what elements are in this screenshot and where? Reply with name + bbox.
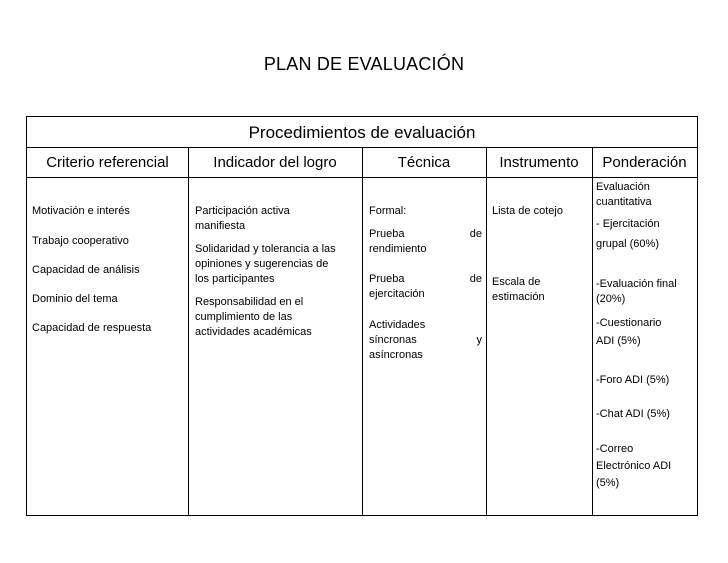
ponderacion-line: -Evaluación final	[596, 278, 677, 290]
tecnica-line	[369, 272, 482, 287]
ponderacion-line: Evaluación	[596, 181, 650, 193]
tecnica-line: ejercitación	[369, 288, 425, 300]
tecnica-line: Formal:	[369, 205, 407, 217]
tecnica-word: síncronas	[369, 334, 417, 346]
indicador-line: Solidaridad y tolerancia a las	[195, 243, 336, 255]
criterio-item: Dominio del tema	[32, 293, 118, 305]
criterio-item: Capacidad de análisis	[32, 264, 140, 276]
divider	[592, 148, 593, 515]
indicador-line: Responsabilidad en el	[195, 296, 304, 308]
criterio-item: Capacidad de respuesta	[32, 322, 152, 334]
indicador-line: opiniones y sugerencias de	[195, 258, 329, 270]
divider	[362, 148, 363, 515]
indicador-line: los participantes	[195, 273, 275, 285]
tecnica-word: Prueba	[369, 273, 405, 285]
ponderacion-line: -Cuestionario	[596, 317, 662, 329]
col-ponderacion: Ponderación	[592, 148, 697, 178]
tecnica-word: y	[476, 334, 482, 346]
indicador-line: cumplimiento de las	[195, 311, 293, 323]
tecnica-line: Actividades	[369, 319, 426, 331]
ponderacion-line: -Correo	[596, 443, 634, 455]
divider	[486, 148, 487, 515]
indicador-line: manifiesta	[195, 220, 246, 232]
tecnica-line: rendimiento	[369, 243, 427, 255]
ponderacion-line: cuantitativa	[596, 196, 652, 208]
page-title: PLAN DE EVALUACIÓN	[263, 54, 465, 74]
col-tecnica: Técnica	[362, 148, 486, 178]
procedures-header: Procedimientos de evaluación	[27, 117, 697, 148]
col-instrumento: Instrumento	[486, 148, 592, 178]
indicador-line: actividades académicas	[195, 326, 312, 338]
tecnica-word: de	[469, 273, 482, 285]
criterio-item: Trabajo cooperativo	[32, 235, 129, 247]
col-criterio: Criterio referencial	[27, 148, 188, 178]
tecnica-line: asíncronas	[369, 349, 423, 361]
divider	[188, 148, 189, 515]
col-indicador: Indicador del logro	[188, 148, 362, 178]
tecnica-line	[369, 227, 482, 242]
ponderacion-line: (20%)	[596, 293, 626, 305]
ponderacion-line: (5%)	[596, 477, 620, 489]
ponderacion-line: -Foro ADI (5%)	[596, 374, 670, 386]
instrumento-line: Escala de	[492, 276, 541, 288]
ponderacion-line: Electrónico ADI	[596, 460, 672, 472]
ponderacion-line: ADI (5%)	[596, 335, 641, 347]
ponderacion-line: -Chat ADI (5%)	[596, 408, 670, 420]
ponderacion-line: grupal (60%)	[596, 238, 659, 250]
evaluation-table	[26, 116, 698, 516]
tecnica-line	[369, 333, 482, 348]
instrumento-line: estimación	[492, 291, 545, 303]
indicador-line: Participación activa	[195, 205, 290, 217]
tecnica-word: Prueba	[369, 228, 405, 240]
instrumento-line: Lista de cotejo	[492, 205, 563, 217]
ponderacion-line: - Ejercitación	[596, 218, 660, 230]
criterio-item: Motivación e interés	[32, 205, 130, 217]
tecnica-word: de	[469, 228, 482, 240]
